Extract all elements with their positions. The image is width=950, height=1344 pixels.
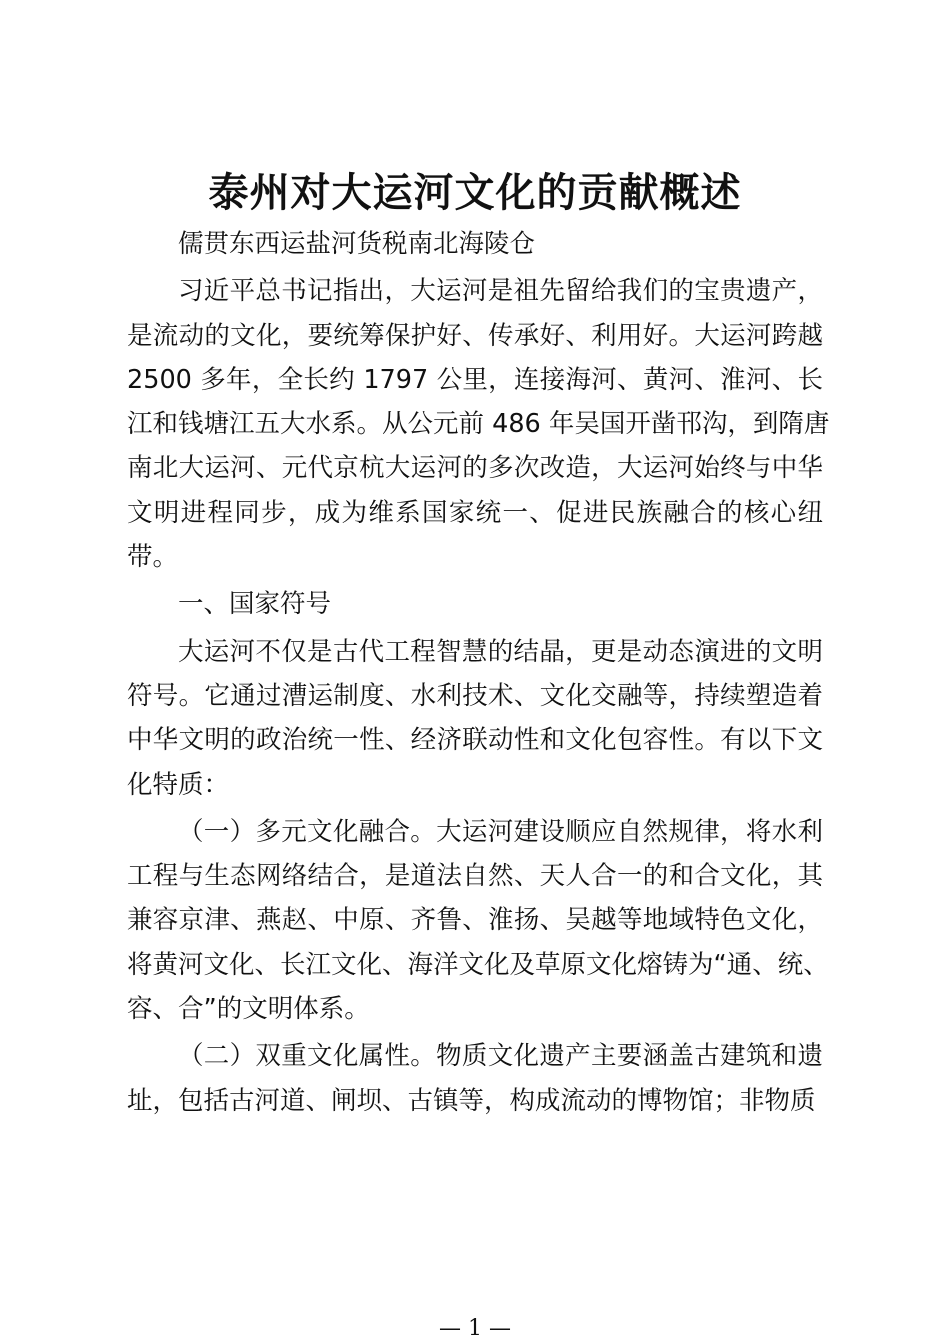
text-line: 一、国家符号 (178, 589, 332, 620)
text-line: 南北大运河、元代京杭大运河的多次改造，大运河始终与中华 (127, 453, 823, 484)
text-line: 兼容京津、燕赵、中原、齐鲁、淮扬、吴越等地域特色文化， (127, 905, 823, 936)
text-line: 儒贯东西运盐河货税南北海陵仓 (178, 229, 536, 259)
paragraph (127, 269, 830, 579)
text-line: 符号。它通过漕运制度、水利技术、文化交融等，持续塑造着 (127, 680, 823, 711)
text-line: 址，包括古河道、闸坝、古镇等，构成流动的博物馆；非物质 (127, 1085, 816, 1116)
document-body (127, 222, 830, 1123)
text-line: （一）多元文化融合。大运河建设顺应自然规律，将水利 (178, 816, 823, 847)
text-line: 大运河不仅是古代工程智慧的结晶，更是动态演进的文明 (178, 636, 823, 667)
text-line: 带。 (127, 542, 179, 573)
text-line: 中华文明的政治统一性、经济联动性和文化包容性。有以下文 (127, 725, 823, 756)
text-line: 文明进程同步，成为维系国家统一、促进民族融合的核心纽 (127, 497, 823, 528)
text-line: 将黄河文化、长江文化、海洋文化及草原文化熔铸为“通、统、 (127, 949, 829, 980)
subtitle (127, 222, 823, 266)
document-title: 泰州对大运河文化的贡献概述 (208, 170, 742, 216)
paragraph (127, 1034, 823, 1123)
text-line: 是流动的文化，要统筹保护好、传承好、利用好。大运河跨越 (127, 320, 823, 351)
text-line: 2500 多年，全长约 1797 公里，连接海河、黄河、淮河、长 (127, 364, 823, 395)
text-line: 容、合”的文明体系。 (127, 994, 370, 1025)
heading (127, 582, 823, 626)
text-line: 习近平总书记指出，大运河是祖先留给我们的宝贵遗产， (178, 276, 823, 307)
paragraph (127, 810, 829, 1031)
text-line: （二）双重文化属性。物质文化遗产主要涵盖古建筑和遗 (178, 1041, 823, 1072)
text-line: 工程与生态网络结合，是道法自然、天人合一的和合文化，其 (127, 861, 823, 892)
page-number: — 1 — (439, 1316, 511, 1341)
text-line: 化特质： (127, 769, 230, 800)
text-line: 江和钱塘江五大水系。从公元前 486 年吴国开凿邗沟，到隋唐 (127, 409, 830, 440)
paragraph (127, 630, 823, 807)
